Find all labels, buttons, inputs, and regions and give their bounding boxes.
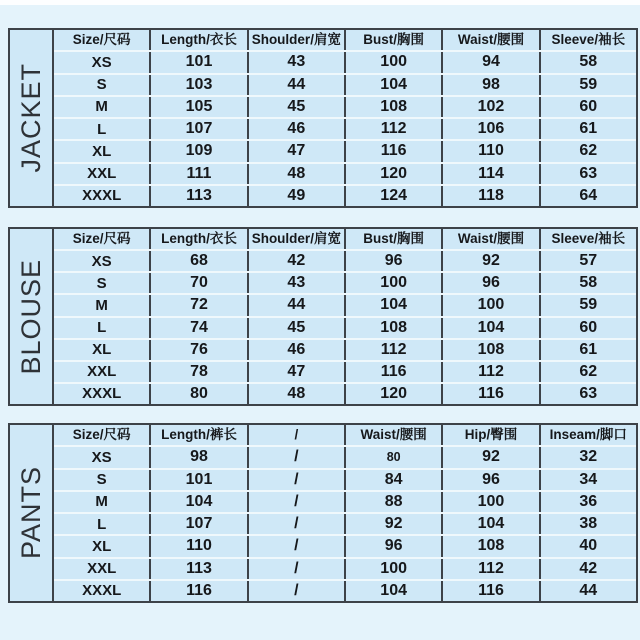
value-cell: 76 bbox=[149, 340, 246, 360]
value-cell: 40 bbox=[539, 536, 636, 556]
value-cell: 101 bbox=[149, 470, 246, 490]
header-cell: Length/衣长 bbox=[149, 30, 246, 50]
value-cell: 101 bbox=[149, 52, 246, 72]
blouse-row-s bbox=[54, 271, 636, 293]
header-cell: Waist/腰围 bbox=[441, 229, 538, 249]
value-cell: 44 bbox=[247, 75, 344, 95]
value-cell: 104 bbox=[441, 514, 538, 534]
value-cell: 104 bbox=[344, 581, 441, 601]
pants-row-xxl bbox=[54, 557, 636, 579]
value-cell: 116 bbox=[441, 581, 538, 601]
value-cell: 92 bbox=[441, 251, 538, 271]
vertical-label-pants: PANTS bbox=[15, 466, 46, 560]
value-cell: 100 bbox=[441, 492, 538, 512]
value-cell: / bbox=[247, 536, 344, 556]
blouse-row-m bbox=[54, 293, 636, 315]
value-cell: 42 bbox=[539, 559, 636, 579]
value-cell: 63 bbox=[539, 384, 636, 404]
header-cell: Inseam/脚口 bbox=[539, 425, 636, 445]
blouse-label-column bbox=[10, 229, 54, 404]
header-cell: Length/裤长 bbox=[149, 425, 246, 445]
value-cell: 59 bbox=[539, 75, 636, 95]
header-cell: Size/尺码 bbox=[72, 32, 131, 48]
value-cell: 63 bbox=[539, 164, 636, 184]
blouse-size-table bbox=[8, 227, 638, 406]
header-cell: Bust/胸围 bbox=[344, 229, 441, 249]
value-cell: 112 bbox=[441, 362, 538, 382]
pants-row-xs bbox=[54, 445, 636, 467]
header-cell: Waist/腰围 bbox=[441, 30, 538, 50]
value-cell: 59 bbox=[539, 295, 636, 315]
size-cell: XL bbox=[92, 142, 112, 160]
size-cell: S bbox=[96, 471, 107, 489]
value-cell: 114 bbox=[441, 164, 538, 184]
value-cell: 46 bbox=[247, 119, 344, 139]
value-cell: 108 bbox=[441, 340, 538, 360]
value-cell: 74 bbox=[149, 318, 246, 338]
header-cell: Shoulder/肩宽 bbox=[247, 30, 344, 50]
value-cell: 113 bbox=[149, 559, 246, 579]
jacket-size-table bbox=[8, 28, 638, 208]
header-cell: Sleeve/袖长 bbox=[539, 30, 636, 50]
pants-grid bbox=[54, 425, 636, 601]
value-cell: 112 bbox=[441, 559, 538, 579]
jacket-row-xxl bbox=[54, 162, 636, 184]
header-cell: Length/衣长 bbox=[149, 229, 246, 249]
value-cell: 47 bbox=[247, 362, 344, 382]
value-cell: 96 bbox=[441, 273, 538, 293]
jacket-row-xl bbox=[54, 139, 636, 161]
value-cell: / bbox=[247, 581, 344, 601]
pants-row-xxxl bbox=[54, 579, 636, 601]
jacket-row-xxxl bbox=[54, 184, 636, 206]
value-cell: 34 bbox=[539, 470, 636, 490]
pants-row-s bbox=[54, 468, 636, 490]
blouse-grid bbox=[54, 229, 636, 404]
value-cell: 109 bbox=[149, 141, 246, 161]
value-cell: 32 bbox=[539, 447, 636, 467]
value-cell: 104 bbox=[344, 75, 441, 95]
size-cell: XXL bbox=[87, 363, 117, 381]
value-cell: 48 bbox=[247, 164, 344, 184]
value-cell: 110 bbox=[149, 536, 246, 556]
size-cell: XXL bbox=[87, 165, 117, 183]
value-cell: 118 bbox=[441, 186, 538, 206]
value-cell: 98 bbox=[441, 75, 538, 95]
value-cell: 43 bbox=[247, 273, 344, 293]
jacket-row-s bbox=[54, 73, 636, 95]
size-cell: L bbox=[97, 319, 107, 337]
value-cell: 68 bbox=[149, 251, 246, 271]
value-cell: / bbox=[247, 447, 344, 467]
value-cell: 84 bbox=[344, 470, 441, 490]
vertical-label-jacket: JACKET bbox=[15, 63, 46, 173]
value-cell: 36 bbox=[539, 492, 636, 512]
value-cell: 43 bbox=[247, 52, 344, 72]
size-cell: XXXL bbox=[82, 582, 122, 600]
value-cell: 72 bbox=[149, 295, 246, 315]
size-cell: XS bbox=[91, 252, 112, 270]
value-cell: 62 bbox=[539, 141, 636, 161]
value-cell: 108 bbox=[344, 97, 441, 117]
blouse-row-xs bbox=[54, 249, 636, 271]
value-cell: 102 bbox=[441, 97, 538, 117]
value-cell: 100 bbox=[441, 295, 538, 315]
size-cell: M bbox=[95, 98, 108, 116]
value-cell: 88 bbox=[344, 492, 441, 512]
value-cell: 58 bbox=[539, 52, 636, 72]
pants-row-l bbox=[54, 512, 636, 534]
pants-header-row bbox=[54, 425, 636, 445]
value-cell: 60 bbox=[539, 318, 636, 338]
value-cell: 61 bbox=[539, 340, 636, 360]
value-cell: 107 bbox=[149, 119, 246, 139]
value-cell: 38 bbox=[539, 514, 636, 534]
value-cell: 92 bbox=[441, 447, 538, 467]
size-cell: M bbox=[95, 296, 108, 314]
size-cell: XS bbox=[91, 448, 112, 466]
value-cell: 45 bbox=[247, 97, 344, 117]
value-cell: 108 bbox=[344, 318, 441, 338]
value-cell: 124 bbox=[344, 186, 441, 206]
size-cell: XXXL bbox=[82, 385, 122, 403]
value-cell: 107 bbox=[149, 514, 246, 534]
value-cell: 92 bbox=[344, 514, 441, 534]
header-cell: Hip/臀围 bbox=[441, 425, 538, 445]
value-cell: 100 bbox=[344, 559, 441, 579]
blouse-row-xxxl bbox=[54, 382, 636, 404]
size-cell: M bbox=[95, 493, 108, 511]
value-cell: 106 bbox=[441, 119, 538, 139]
value-cell: 116 bbox=[344, 362, 441, 382]
value-cell: 58 bbox=[539, 273, 636, 293]
value-cell: 44 bbox=[539, 581, 636, 601]
jacket-label-column bbox=[10, 30, 54, 206]
value-cell: 112 bbox=[344, 119, 441, 139]
header-cell: Sleeve/袖长 bbox=[539, 229, 636, 249]
value-cell: 96 bbox=[344, 536, 441, 556]
value-cell: 108 bbox=[441, 536, 538, 556]
top-white-strip bbox=[0, 0, 640, 5]
value-cell: 57 bbox=[539, 251, 636, 271]
header-cell: Size/尺码 bbox=[72, 427, 131, 443]
blouse-row-l bbox=[54, 316, 636, 338]
value-cell: 78 bbox=[149, 362, 246, 382]
value-cell: 100 bbox=[344, 273, 441, 293]
header-cell: Shoulder/肩宽 bbox=[247, 229, 344, 249]
value-cell: 94 bbox=[441, 52, 538, 72]
value-cell: / bbox=[247, 559, 344, 579]
blouse-row-xl bbox=[54, 338, 636, 360]
value-cell: 110 bbox=[441, 141, 538, 161]
value-cell: 104 bbox=[441, 318, 538, 338]
value-cell: 98 bbox=[149, 447, 246, 467]
value-cell: 49 bbox=[247, 186, 344, 206]
size-cell: S bbox=[96, 76, 107, 94]
value-cell: 64 bbox=[539, 186, 636, 206]
value-cell: 104 bbox=[149, 492, 246, 512]
header-cell: Size/尺码 bbox=[72, 231, 131, 247]
jacket-row-xs bbox=[54, 50, 636, 72]
value-cell: 112 bbox=[344, 340, 441, 360]
value-cell: / bbox=[247, 514, 344, 534]
value-cell: 48 bbox=[247, 384, 344, 404]
vertical-label-blouse: BLOUSE bbox=[15, 258, 46, 375]
size-cell: XXXL bbox=[82, 187, 122, 205]
value-cell: 42 bbox=[247, 251, 344, 271]
value-cell: 70 bbox=[149, 273, 246, 293]
size-cell: L bbox=[97, 515, 107, 533]
size-cell: XL bbox=[92, 537, 112, 555]
value-cell: 116 bbox=[149, 581, 246, 601]
header-cell: / bbox=[247, 425, 344, 445]
blouse-header-row bbox=[54, 229, 636, 249]
value-cell: 61 bbox=[539, 119, 636, 139]
header-cell: Bust/胸围 bbox=[344, 30, 441, 50]
value-cell: 47 bbox=[247, 141, 344, 161]
value-cell: 104 bbox=[344, 295, 441, 315]
jacket-header-row bbox=[54, 30, 636, 50]
pants-row-m bbox=[54, 490, 636, 512]
value-cell: 44 bbox=[247, 295, 344, 315]
blouse-row-xxl bbox=[54, 360, 636, 382]
value-cell: 96 bbox=[441, 470, 538, 490]
value-cell: 80 bbox=[344, 447, 441, 467]
value-cell: 45 bbox=[247, 318, 344, 338]
value-cell: 116 bbox=[344, 141, 441, 161]
value-cell: / bbox=[247, 492, 344, 512]
pants-size-table bbox=[8, 423, 638, 603]
value-cell: 96 bbox=[344, 251, 441, 271]
size-cell: XXL bbox=[87, 560, 117, 578]
jacket-grid bbox=[54, 30, 636, 206]
value-cell: 62 bbox=[539, 362, 636, 382]
size-cell: XL bbox=[92, 341, 112, 359]
value-cell: 111 bbox=[149, 164, 246, 184]
size-cell: S bbox=[96, 274, 107, 292]
value-cell: 113 bbox=[149, 186, 246, 206]
jacket-row-m bbox=[54, 95, 636, 117]
value-cell: / bbox=[247, 470, 344, 490]
value-cell: 100 bbox=[344, 52, 441, 72]
value-cell: 120 bbox=[344, 164, 441, 184]
value-cell: 105 bbox=[149, 97, 246, 117]
pants-label-column bbox=[10, 425, 54, 601]
jacket-row-l bbox=[54, 117, 636, 139]
value-cell: 103 bbox=[149, 75, 246, 95]
value-cell: 120 bbox=[344, 384, 441, 404]
size-cell: L bbox=[97, 120, 107, 138]
value-cell: 60 bbox=[539, 97, 636, 117]
pants-row-xl bbox=[54, 534, 636, 556]
header-cell: Waist/腰围 bbox=[344, 425, 441, 445]
value-cell: 80 bbox=[149, 384, 246, 404]
value-cell: 46 bbox=[247, 340, 344, 360]
size-cell: XS bbox=[91, 53, 112, 71]
value-cell: 116 bbox=[441, 384, 538, 404]
